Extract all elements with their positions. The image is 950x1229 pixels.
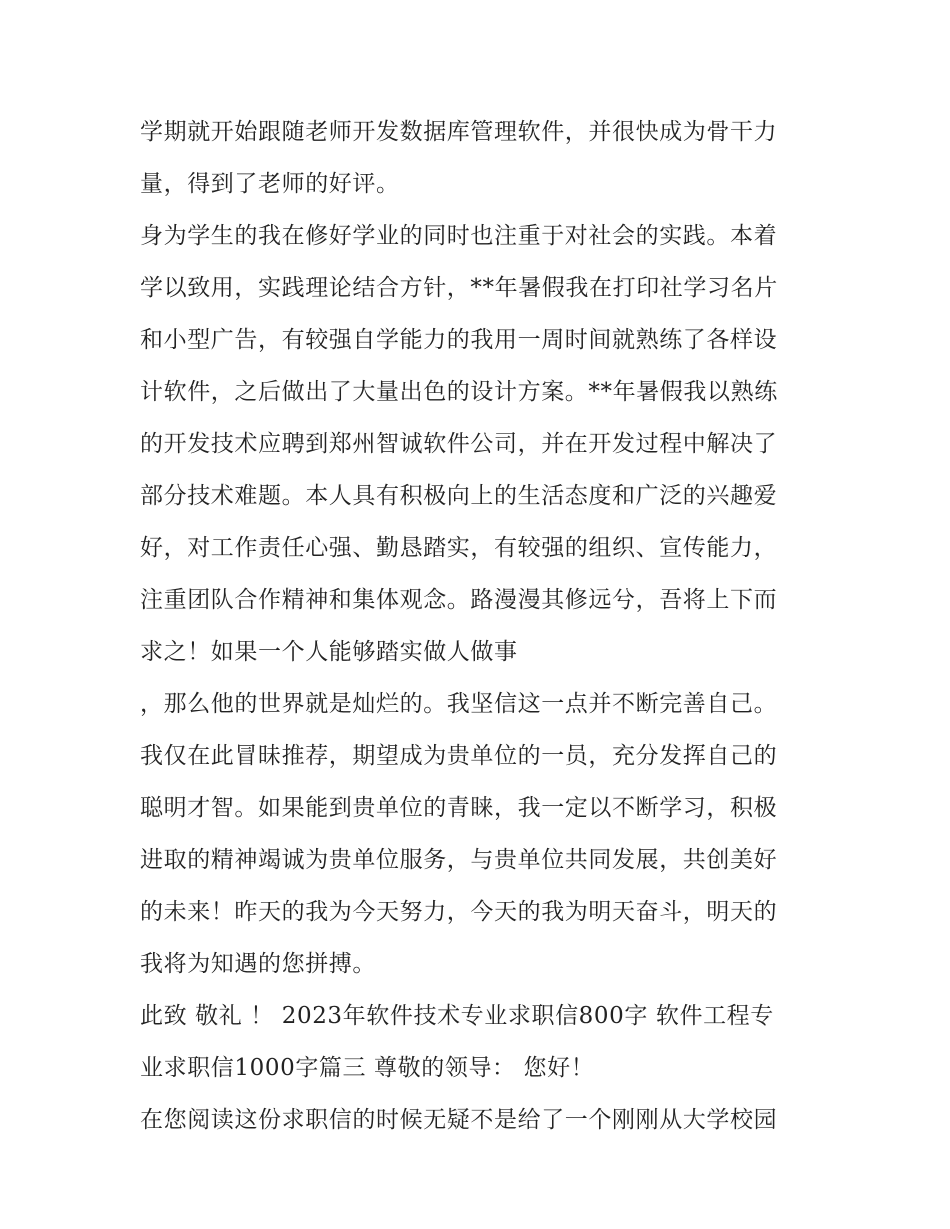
text-line: 我仅在此冒昧推荐，期望成为贵单位的一员，充分发挥自己的 [140,743,778,769]
text-line: 进取的精神竭诚为贵单位服务，与贵单位共同发展，共创美好 [140,847,778,873]
text-line: 量，得到了老师的好评。 [140,171,400,197]
text-line: 身为学生的我在修好学业的同时也注重于对社会的实践。本着 [140,223,778,249]
text-line: 业求职信1000字篇三 尊敬的领导： 您好！ [140,1055,595,1081]
text-line: 聪明才智。如果能到贵单位的青睐，我一定以不断学习，积极 [140,795,778,821]
text-line: 的开发技术应聘到郑州智诚软件公司，并在开发过程中解决了 [140,431,778,457]
text-line: 我将为知遇的您拼搏。 [140,951,376,977]
text-line: 注重团队合作精神和集体观念。路漫漫其修远兮，吾将上下而 [140,587,778,613]
text-line: 的未来！昨天的我为今天努力，今天的我为明天奋斗，明天的 [140,899,778,925]
text-line: 计软件，之后做出了大量出色的设计方案。**年暑假我以熟练 [140,379,778,405]
text-line: 好，对工作责任心强、勤恳踏实，有较强的组织、宣传能力， [140,535,778,561]
text-line: 和小型广告，有较强自学能力的我用一周时间就熟练了各样设 [140,327,778,353]
text-line: 部分技术难题。本人具有积极向上的生活态度和广泛的兴趣爱 [140,483,778,509]
text-line: 求之！如果一个人能够踏实做人做事 [140,639,518,665]
text-line: 学以致用，实践理论结合方针，**年暑假我在打印社学习名片 [140,275,778,301]
text-line: ，那么他的世界就是灿烂的。我坚信这一点并不断完善自己。 [140,691,778,717]
text-line: 学期就开始跟随老师开发数据库管理软件，并很快成为骨干力 [140,119,778,145]
text-line: 在您阅读这份求职信的时候无疑不是给了一个刚刚从大学校园 [140,1107,778,1133]
text-line: 此致 敬礼 ！ 2023年软件技术专业求职信800字 软件工程专 [140,1003,774,1029]
document-body [140,106,820,1146]
